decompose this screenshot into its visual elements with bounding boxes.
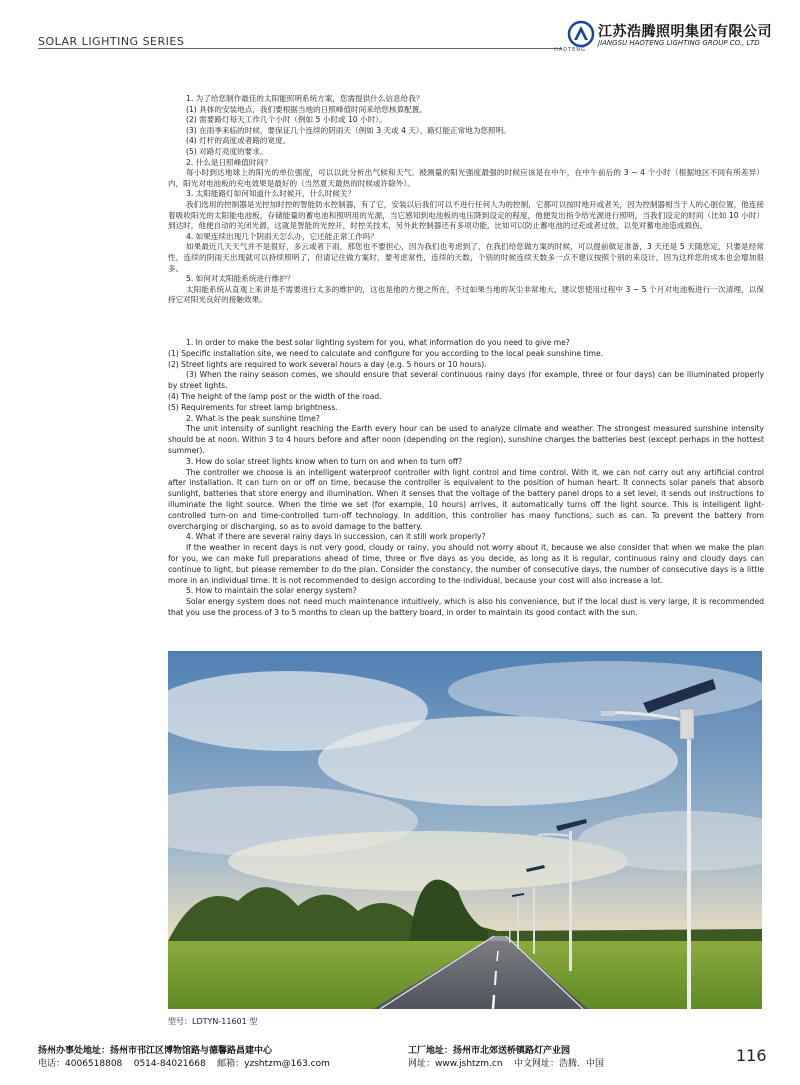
logo-text: HAOTENG — [554, 47, 586, 53]
phone-1: 4006518808 — [65, 1059, 123, 1069]
email-label: 邮箱： — [217, 1059, 245, 1069]
header-divider — [38, 48, 562, 49]
en-question-5: 5. How to maintain the solar energy system? — [186, 586, 357, 596]
en-question-4: 4. What if there are several rainy days in succession, can it still work properly? — [186, 532, 486, 542]
faq-english — [168, 338, 764, 619]
en-item: (2) Street lights are required to work several hours a day (e.g. 5 hours or 10 hours). — [168, 359, 487, 369]
model-caption: 型号：LDTYN-11601 型 — [168, 1017, 258, 1026]
en-answer-2: The unit intensity of sunlight reaching the Earth every hour can be used to analyze climate and weather. The strongest measured sunshine intensity should be at noon. Within 3 to 4 hours before and after noon (depending on the region), sunshine charges the batteries best (except perhaps in the hottest summer). — [168, 424, 764, 455]
cn-answer-5: 太阳能系统从直观上来讲是不需要进行太多的维护的，这也是他的方便之所在，不过如果当地的灰尘非常地大，建议您使用过程中 3 ~ 5 个月对电池板进行一次清理，以保持它对阳光良好的接触效果。 — [168, 284, 764, 305]
en-question-2: 2. What is the peak sunshine time? — [186, 413, 320, 423]
office-address: 扬州市邗江区博物馆路与德馨路昌建中心 — [110, 1046, 273, 1056]
en-answer-4: If the weather in recent days is not very good, cloudy or rainy, you should not worry about it, because we also consider that when we make the plan for you, we can make full preparations ahead of time, three or five days as you decide, as long as it is regular, continuous rainy and cloudy days can continue to light, but please remember to do the plan. Consider the constancy, the number of consecutive days, the number of consecutive days is a little more in an individual time. It is not recommended to design according to the individual, because your cost will also increase a lot. — [168, 543, 764, 585]
cn-answer-2: 每小时到达地球上的阳光的单位强度，可以以此分析出气候和天气。被测量的阳光强度最强的时候应该是在中午，在中午前后的 3 ~ 4 个小时（根据地区不同有所差异）内，阳光对电池板的充电效果是最好的（当然夏天最热的时候或许除外）。 — [168, 168, 764, 188]
cn-item: (4) 灯杆的高度或者路的宽度。 — [186, 136, 291, 146]
cn-question-5: 5. 如何对太阳能系统进行维护？ — [186, 274, 295, 284]
company-name-en: JIANGSU HAOTENG LIGHTING GROUP CO., LTD — [598, 39, 760, 47]
en-item: (4) The height of the lamp post or the width of the road. — [168, 391, 382, 401]
cn-item: (5) 对路灯亮度的要求。 — [186, 146, 268, 156]
phone-2: 0514-84021668 — [133, 1059, 206, 1069]
footer-left — [38, 1045, 330, 1071]
cn-answer-4: 如果最近几天天气并不是很好，多云或者下雨，那您也不要担心，因为我们也考虑到了，在我们给您做方案的时候，可以提前做足准备，3 天还是 5 天随您定，只要是经常性，连续的阴雨天出现就可以持续照明了，但请记住做方案时，要考虑常性，连续的天数，个别的时候连续天数多一点不建议按照个别的来设计，因为这样您的成本也会增加很多。 — [168, 242, 764, 273]
en-item: (1) Specific installation site, we need to calculate and configure for you according to the local peak sunshine time. — [168, 348, 604, 358]
en-answer-3: The controller we choose is an intelligent waterproof controller with light control and time control. With it, we can not carry out any artificial control after installation. It can turn on or off on time, because the controller is equivalent to the position of human heart. It connects solar panels that absorb sunlight, batteries that store energy and illumination. When it senses that the voltage of the battery panel drops to a set level, it sends out instructions to illuminate the light source. When the time we set (for example, 10 hours) arrives, it automatically turns off the light source. This is intelligent light-controlled turn-on and time-controlled turn-off technology. In addition, this controller has many functions, such as can. To prevent the battery from overcharging or discharging, so as to avoid damage to the battery. — [168, 467, 764, 531]
footer-right — [408, 1045, 604, 1071]
cn-question-1: 1. 为了给您制作最佳的太阳能照明系统方案，您需提供什么信息给我？ — [186, 94, 424, 103]
phone-label: 电话： — [38, 1059, 66, 1069]
factory-label: 工厂地址： — [408, 1046, 454, 1056]
cn-question-2: 2. 什么是日照峰值时间？ — [186, 157, 272, 167]
faq-chinese — [168, 94, 764, 306]
cn-website[interactable]: 浩腾．中国 — [559, 1059, 605, 1069]
cn-answer-3: 我们选用的控制器是光控加时控的智能防水控制器，有了它，安装以后我们可以不进行任何人为的控制，它都可以按时地开或者关，因为控制器相当于人的心脏位置，他连接着吸收阳光的太阳能电池板，存储能量的蓄电池和照明用的光源，当它感知到电池板的电压降到设定的程度，他便发出指令给光源进行照明，当我们设定的时间（比如 10 小时）到达时，他便自动的关闭光源，这就是智能的光控开，时控关技术，另外此控制器还有多项功能，比如可以防止蓄电池的过充或者过放，以免对蓄电池造成损伤。 — [168, 199, 764, 231]
en-item: (5) Requirements for street lamp brightness. — [168, 402, 338, 412]
cn-item: (2) 需要路灯每天工作几个小时（例如 5 小时或 10 小时）。 — [186, 115, 387, 125]
cn-web-label: 中文网址： — [514, 1059, 560, 1069]
company-name-cn: 江苏浩腾照明集团有限公司 — [598, 24, 772, 40]
office-label: 扬州办事处地址： — [38, 1046, 111, 1056]
factory-address: 扬州市北郊送桥镇路灯产业园 — [453, 1046, 571, 1056]
page-number: 116 — [736, 1046, 767, 1065]
series-title: SOLAR LIGHTING SERIES — [38, 35, 185, 48]
en-answer-5: Solar energy system does not need much maintenance intuitively, which is also his convenience, but if the local dust is very large, it is recommended that you use the process of 3 to 5 months to clean up the battery board, in order to maintain its good contact with the sun. — [168, 597, 764, 617]
web-label: 网址： — [408, 1059, 436, 1069]
en-question-3: 3. How do solar street lights know when to turn on and when to turn off? — [186, 456, 463, 466]
cn-question-3: 3. 太阳能路灯如何知道什么时候开，什么时候关？ — [186, 189, 356, 199]
solar-street-light-photo — [168, 651, 762, 1009]
website[interactable]: www.jshtzm.cn — [435, 1059, 503, 1069]
cn-item: (3) 在雨季来临的时候，要保证几个连续的阴雨天（例如 3 天或 4 天），路灯能正常地为您照明。 — [186, 125, 511, 135]
email[interactable]: yzshtzm@163.com — [244, 1059, 330, 1069]
cn-question-4: 4. 如果连续出现几个阴雨天怎么办，它还能正常工作吗？ — [186, 231, 378, 241]
cn-item: (1) 具体的安装地点，我们要根据当地的日照峰值时间来给您核算配置。 — [186, 104, 427, 114]
en-item: (3) When the rainy season comes, we should ensure that several continuous rainy days (for example, three or four days) can be illuminated properly by street lights. — [168, 370, 764, 391]
en-question-1: 1. In order to make the best solar lighting system for you, what information do you need to give me? — [186, 338, 570, 347]
